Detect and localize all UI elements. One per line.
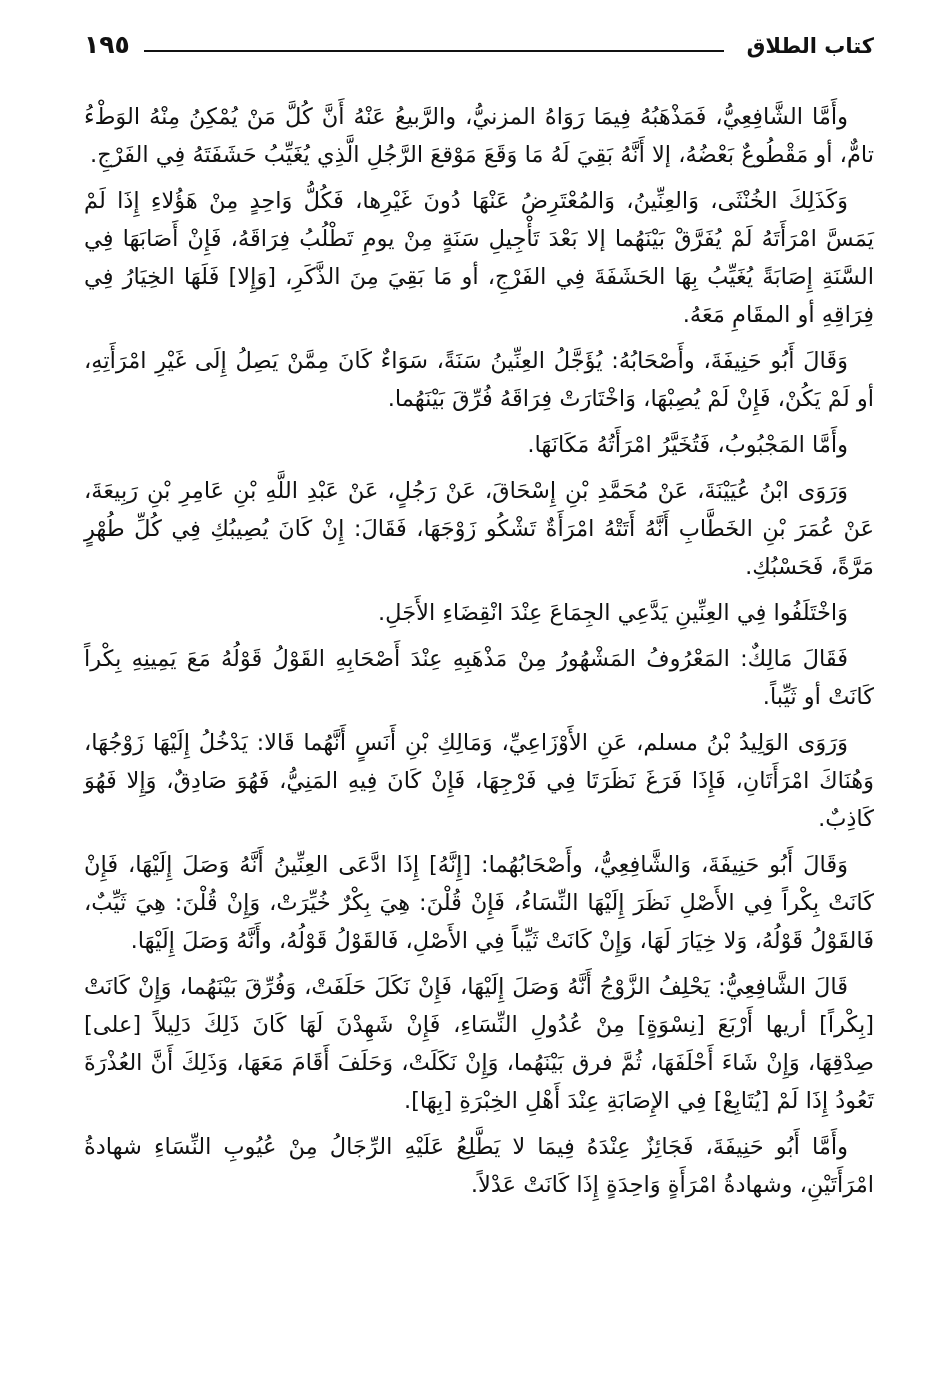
paragraph: قَالَ الشَّافِعِيُّ: يَحْلِفُ الزَّوْجُ أَنَّهُ وَصَلَ إِلَيْهَا، فَإِنْ نَكَلَ حَلَفَتْ، وَفُرِّقَ بَيْنَهُما، وَإِنْ كَانَتْ [بِكْراً] أريها أَرْبَعَ [نِسْوَةٍ] مِنْ عُدُولِ النِّسَاءِ، فَإِنْ شَهِدْنَ لَهَا كَانَ ذَلِكَ دَلِيلاً [على] صِدْقِهَا، وَإِنْ شَاءَ أَحْلَفَهَا، ثُمَّ فرق بَيْنَهُما، وَإِنْ نَكَلَتْ، وَحَلَفَ أَقَامَ مَعَهَا، وَذَلِكَ أَنَّ العُذْرَةَ تَعُودُ إِذَا لَمْ [يُتَابِعْ] فِي الإِصَابَةِ عِنْدَ أَهْلِ الخِبْرَةِ [بِهَا]. bbox=[84, 974, 874, 1114]
main-text bbox=[84, 98, 874, 1212]
paragraph: وأَمَّا المَجْبُوبُ، فَتُخَيَّرُ امْرَأَتُهُ مَكَانَهَا. bbox=[527, 432, 848, 458]
paragraph: وَاخْتَلَفُوا فِي العِنِّينِ يَدَّعِي الجِمَاعَ عِنْدَ انْقِضَاءِ الأَجَلِ. bbox=[378, 600, 848, 626]
paragraph: وَقَالَ أَبُو حَنِيفَةَ، وأَصْحَابُهُ: يُؤَجَّلُ العِنِّينُ سَنَةً، سَوَاءٌ كَانَ مِمَّنْ يَصِلُ إِلَى غَيْرِ امْرَأَتِهِ، أو لَمْ يَكُنْ، فَإِنْ لَمْ يُصِبْهَا، وَاخْتَارَتْ فِرَاقَهُ فُرِّقَ بَيْنَهُما. bbox=[84, 348, 874, 412]
header-rule bbox=[144, 50, 724, 52]
paragraph: وَقَالَ أَبُو حَنِيفَةَ، وَالشَّافِعِيُّ، وأَصْحَابُهُما: [إِنَّهُ] إِذَا ادَّعَى العِنِّينُ أَنَّهُ وَصَلَ إِلَيْهَا، فَإِنْ كَانَتْ بِكْراً فِي الأَصْلِ نَظَرَ إِلَيْهَا النِّسَاءُ، فَإِنْ قُلْنَ: هِيَ بِكْرٌ خُيِّرَتْ، وَإِنْ قُلْنَ: هِيَ ثَيِّبٌ، فَالقَوْلُ قَوْلُهُ، وَلا خِيَارَ لَهَا، وَإِنْ كَانَتْ ثَيِّباً فِي الأَصْلِ، فَالقَوْلُ قَوْلُهُ، وأَنَّهُ وَصَلَ إِلَيْهَا. bbox=[84, 852, 874, 954]
paragraph: وأَمَّا أَبُو حَنِيفَةَ، فَجَائِزٌ عِنْدَهُ فِيمَا لا يَطَّلِعُ عَلَيْهِ الرِّجَالُ مِنْ عُيُوبِ النِّسَاءِ شهادةُ امْرَأَتَيْنِ، وشهادةُ امْرَأَةٍ وَاحِدَةٍ إِذَا كَانَتْ عَدْلاً. bbox=[84, 1134, 874, 1198]
paragraph: فَقَالَ مَالِكٌ: المَعْرُوفُ المَشْهُورُ مِنْ مَذْهَبِهِ عِنْدَ أَصْحَابِهِ القَوْلُ قَوْلُهُ مَعَ يَمِينِهِ بِكْراً كَانَتْ أو ثَيِّباً. bbox=[84, 646, 874, 710]
paragraph: وَرَوَى ابْنُ عُيَيْنَةَ، عَنْ مُحَمَّدِ بْنِ إِسْحَاقَ، عَنْ رَجُلٍ، عَنْ عَبْدِ اللَّهِ بْنِ عَامِرِ بْنِ رَبِيعَةَ، عَنْ عُمَرَ بْنِ الخَطَّابِ أَنَّهُ أَتَتْهُ امْرَأَةٌ تَشْكُو زَوْجَهَا، فَقَالَ: إِنْ كَانَ يُصِيبُكِ فِي كُلِّ طُهْرٍ مَرَّةً، فَحَسْبُكِ. bbox=[84, 478, 874, 580]
running-head bbox=[84, 28, 874, 68]
paragraph: وَرَوَى الوَلِيدُ بْنُ مسلم، عَنِ الأَوْزَاعِيِّ، وَمَالِكِ بْنِ أَنَسٍ أَنَّهُما قَالا: يَدْخُلُ إِلَيْهَا زَوْجُهَا، وَهُنَاكَ امْرَأَتَانِ، فَإِذَا فَرَغَ نَظَرَتَا فِي فَرْجِهَا، فَإِنْ كَانَ فِيهِ المَنِيُّ، فَهُوَ صَادِقٌ، وَإِلا فَهُوَ كَاذِبٌ. bbox=[84, 730, 874, 832]
paragraph: وَكَذَلِكَ الخُنْثَى، وَالعِنِّينُ، وَالمُعْتَرِضُ عَنْهَا دُونَ غَيْرِها، فَكُلُّ وَاحِدٍ مِنْ هَؤُلاءِ إِذَا لَمْ يَمَسَّ امْرَأَتَهُ لَمْ يُفَرَّقْ بَيْنَهُما إلا بَعْدَ تَأْجِيلِ سَنَةٍ مِنْ يومِ تَطْلُبُ فِرَاقَهُ، فَإِنْ أَصَابَهَا فِي السَّنَةِ إِصَابَةً يُغَيِّبُ بِهَا الحَشَفَةَ فِي الفَرْجِ، أو مَا بَقِيَ مِنَ الذَّكَرِ، [وَإِلا] فَلَهَا الخِيَارُ فِي فِرَاقِهِ أو المقَامِ مَعَهُ. bbox=[84, 188, 874, 328]
book-title: كتاب الطلاق bbox=[746, 34, 874, 58]
paragraph: وأَمَّا الشَّافِعِيُّ، فَمَذْهَبُهُ فِيمَا رَوَاهُ المزنيُّ، والرَّبيعُ عَنْهُ أَنَّ كُلَّ مَنْ يُمْكِنُ مِنْهُ الوَطْءُ تامٌّ، أو مَقْطُوعٌ بَعْضُهُ، إلا أَنَّهُ بَقِيَ لَهُ مَا وَقَعَ مَوْقعَ الرَّجُلِ الَّذِي يُغَيِّبُ حَشَفَتَهُ فِي الفَرْجِ. bbox=[84, 104, 874, 168]
page-number: ١٩٥ bbox=[84, 30, 130, 59]
